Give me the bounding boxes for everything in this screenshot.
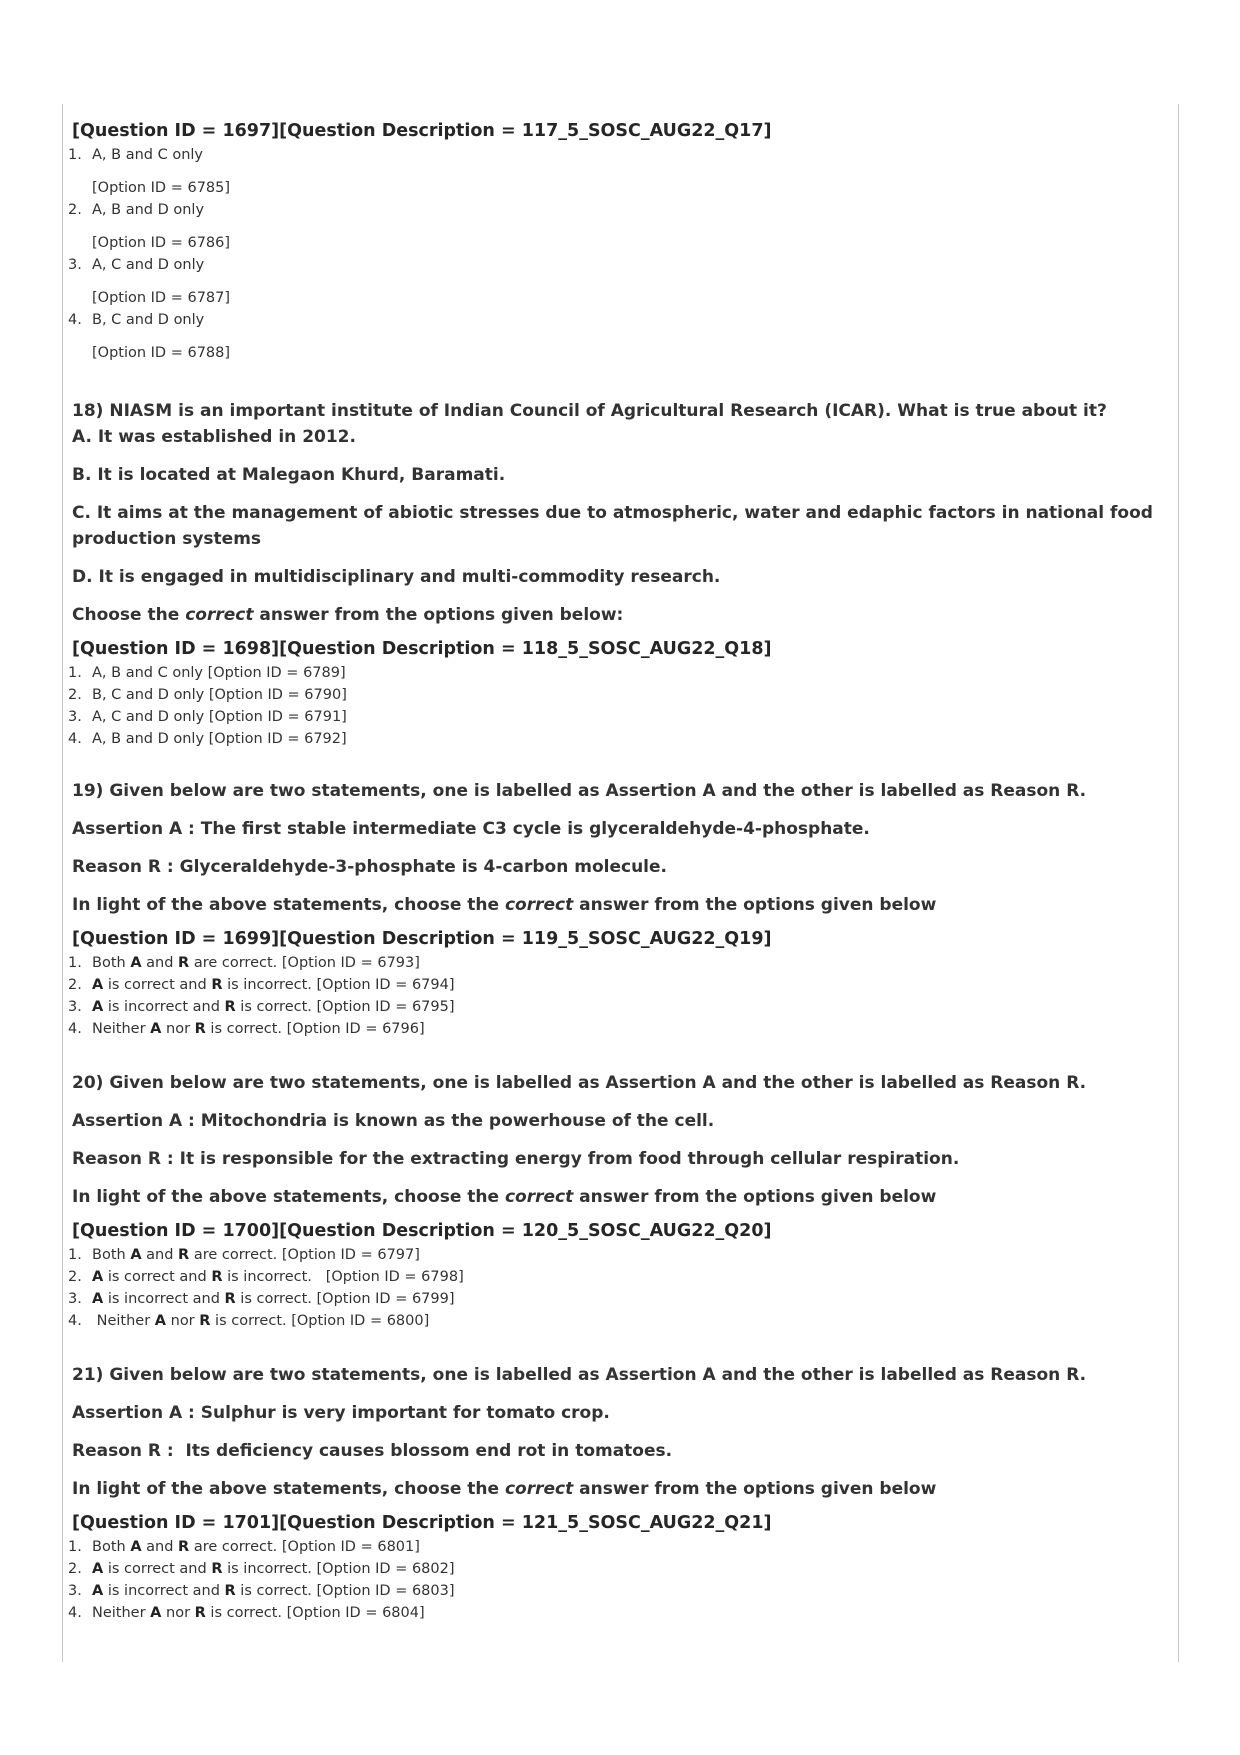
option-item[interactable]: 3. A is incorrect and R is correct. [Option ID = 6795] bbox=[68, 999, 455, 1015]
statement-d: D. It is engaged in multidisciplinary and multi-commodity research. bbox=[72, 567, 721, 587]
option-item[interactable]: 4. B, C and D only [Option ID = 6788] bbox=[68, 312, 231, 361]
question-19-block bbox=[68, 778, 1162, 1040]
assertion-text: Assertion A : Mitochondria is known as the powerhouse of the cell. bbox=[72, 1111, 715, 1131]
reason-text: Reason R : Its deficiency causes blossom end rot in tomatoes. bbox=[72, 1441, 673, 1461]
statement-b: B. It is located at Malegaon Khurd, Baramati. bbox=[72, 465, 506, 485]
page-border-left bbox=[62, 104, 63, 1662]
choose-instruction: In light of the above statements, choose the correct answer from the options given below bbox=[72, 1479, 937, 1499]
option-item[interactable]: 2. A, B and D only [Option ID = 6786] bbox=[68, 202, 231, 251]
question-id-line: [Question ID = 1697][Question Description = 117_5_SOSC_AUG22_Q17] bbox=[72, 121, 772, 141]
option-item[interactable]: 2. A is correct and R is incorrect. [Option ID = 6802] bbox=[68, 1561, 455, 1577]
options-list bbox=[64, 1244, 1162, 1332]
statement-c: C. It aims at the management of abiotic stresses due to atmospheric, water and edaphic factors in national food production systems bbox=[72, 503, 1153, 549]
choose-instruction: In light of the above statements, choose the correct answer from the options given below bbox=[72, 1187, 937, 1207]
option-item[interactable]: 1. A, B and C only [Option ID = 6785] bbox=[68, 147, 231, 196]
question-stem: 19) Given below are two statements, one is labelled as Assertion A and the other is labelled as Reason R. bbox=[72, 781, 1087, 801]
question-stem: 20) Given below are two statements, one is labelled as Assertion A and the other is labelled as Reason R. bbox=[72, 1073, 1087, 1093]
options-list bbox=[64, 952, 1162, 1040]
assertion-text: Assertion A : The first stable intermediate C3 cycle is glyceraldehyde-4-phosphate. bbox=[72, 819, 870, 839]
options-list bbox=[64, 144, 1162, 364]
question-id-line: [Question ID = 1698][Question Description = 118_5_SOSC_AUG22_Q18] bbox=[72, 639, 772, 659]
option-item[interactable]: 2. B, C and D only [Option ID = 6790] bbox=[68, 687, 347, 703]
options-list bbox=[64, 662, 1162, 750]
question-id-line: [Question ID = 1701][Question Description = 121_5_SOSC_AUG22_Q21] bbox=[72, 1513, 772, 1533]
options-list bbox=[64, 1536, 1162, 1624]
question-id-line: [Question ID = 1700][Question Description = 120_5_SOSC_AUG22_Q20] bbox=[72, 1221, 772, 1241]
question-21-block bbox=[68, 1362, 1162, 1624]
option-item[interactable]: 4. A, B and D only [Option ID = 6792] bbox=[68, 731, 347, 747]
assertion-text: Assertion A : Sulphur is very important for tomato crop. bbox=[72, 1403, 610, 1423]
option-item[interactable]: 1. Both A and R are correct. [Option ID = 6797] bbox=[68, 1247, 420, 1263]
reason-text: Reason R : Glyceraldehyde-3-phosphate is 4-carbon molecule. bbox=[72, 857, 667, 877]
option-item[interactable]: 3. A, C and D only [Option ID = 6791] bbox=[68, 709, 347, 725]
question-id-line: [Question ID = 1699][Question Description = 119_5_SOSC_AUG22_Q19] bbox=[72, 929, 772, 949]
question-stem: 21) Given below are two statements, one is labelled as Assertion A and the other is labelled as Reason R. bbox=[72, 1365, 1087, 1385]
statement-a: A. It was established in 2012. bbox=[72, 427, 356, 447]
choose-instruction: Choose the correct answer from the options given below: bbox=[72, 605, 624, 625]
option-item[interactable]: 2. A is correct and R is incorrect. [Option ID = 6798] bbox=[68, 1269, 464, 1285]
option-item[interactable]: 4. Neither A nor R is correct. [Option ID = 6800] bbox=[68, 1313, 430, 1329]
option-item[interactable]: 4. Neither A nor R is correct. [Option ID = 6804] bbox=[68, 1605, 425, 1621]
option-item[interactable]: 1. A, B and C only [Option ID = 6789] bbox=[68, 665, 346, 681]
option-item[interactable]: 3. A is incorrect and R is correct. [Option ID = 6799] bbox=[68, 1291, 455, 1307]
option-item[interactable]: 4. Neither A nor R is correct. [Option ID = 6796] bbox=[68, 1021, 425, 1037]
page-border-right bbox=[1178, 104, 1179, 1662]
question-20-block bbox=[68, 1070, 1162, 1332]
question-17-block bbox=[68, 118, 1162, 364]
question-stem: 18) NIASM is an important institute of Indian Council of Agricultural Research (ICAR). What is true about it? bbox=[72, 401, 1107, 421]
option-item[interactable]: 3. A, C and D only [Option ID = 6787] bbox=[68, 257, 231, 306]
option-item[interactable]: 1. Both A and R are correct. [Option ID = 6801] bbox=[68, 1539, 420, 1555]
choose-instruction: In light of the above statements, choose the correct answer from the options given below bbox=[72, 895, 937, 915]
option-item[interactable]: 3. A is incorrect and R is correct. [Option ID = 6803] bbox=[68, 1583, 455, 1599]
option-item[interactable]: 2. A is correct and R is incorrect. [Option ID = 6794] bbox=[68, 977, 455, 993]
reason-text: Reason R : It is responsible for the extracting energy from food through cellular respiration. bbox=[72, 1149, 960, 1169]
question-18-block bbox=[68, 398, 1162, 750]
option-item[interactable]: 1. Both A and R are correct. [Option ID = 6793] bbox=[68, 955, 420, 971]
